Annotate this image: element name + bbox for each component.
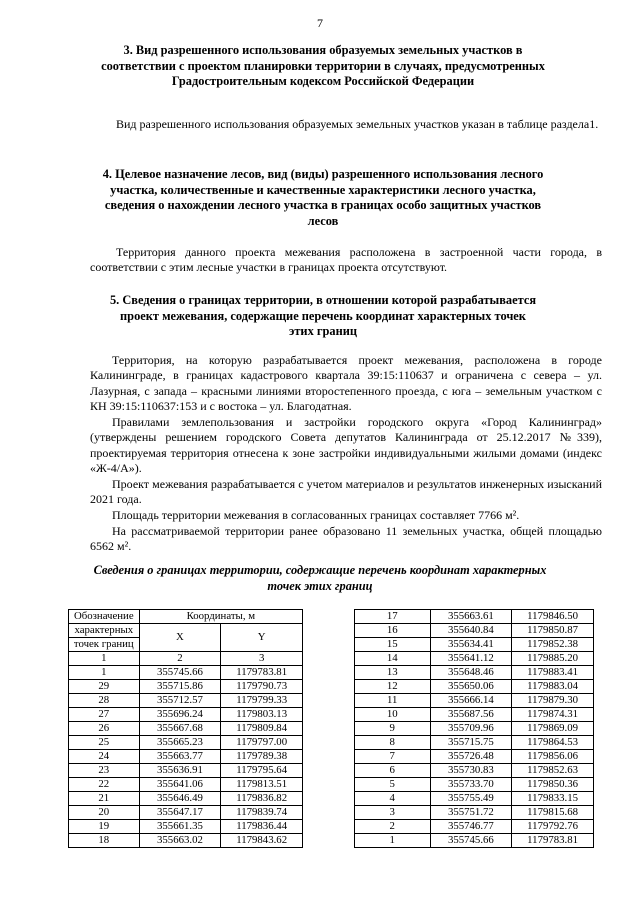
table-row xyxy=(69,680,303,694)
point-number: 8 xyxy=(355,736,431,750)
coord-y: 1179789.38 xyxy=(221,750,303,764)
coord-x: 355730.83 xyxy=(430,764,512,778)
header-x: X xyxy=(139,624,221,652)
table-row xyxy=(355,652,594,666)
point-number: 18 xyxy=(69,834,140,848)
coord-y: 1179850.87 xyxy=(512,624,594,638)
point-number: 14 xyxy=(355,652,431,666)
table-row xyxy=(69,708,303,722)
header-coordinates: Координаты, м xyxy=(139,610,302,624)
coord-y: 1179803.13 xyxy=(221,708,303,722)
coord-x: 355648.46 xyxy=(430,666,512,680)
coord-y: 1179836.44 xyxy=(221,820,303,834)
coord-x: 355733.70 xyxy=(430,778,512,792)
coord-x: 355663.02 xyxy=(139,834,221,848)
coord-y: 1179852.63 xyxy=(512,764,594,778)
section5-paragraph-2: Правилами землепользования и застройки городского округа «Город Калининград» (утверждены решением городского Совета депутатов Калининграда от 25.12.2017 №339), проектируемая территория отнесена к зоне застройки индивидуальными жилыми домами (индекс «Ж-4/А»). xyxy=(90,415,602,476)
point-number: 2 xyxy=(355,820,431,834)
coord-x: 355641.12 xyxy=(430,652,512,666)
coord-x: 355755.49 xyxy=(430,792,512,806)
table-row xyxy=(355,806,594,820)
coord-x: 355712.57 xyxy=(139,694,221,708)
column-number-2: 2 xyxy=(139,652,221,666)
section3-heading: 3. Вид разрешенного использования образуемых земельных участков в соответствии с проектом планировки территории в случаях, предусмотренных Градостроительным кодексом Российской Федерации xyxy=(101,43,545,88)
coord-y: 1179864.53 xyxy=(512,736,594,750)
coord-x: 355636.91 xyxy=(139,764,221,778)
point-number: 24 xyxy=(69,750,140,764)
coord-x: 355650.06 xyxy=(430,680,512,694)
table-row xyxy=(69,806,303,820)
section3-text: Вид разрешенного использования образуемых земельных участков указан в таблице раздела1. xyxy=(116,117,599,131)
coord-x: 355751.72 xyxy=(430,806,512,820)
table-row xyxy=(355,694,594,708)
coord-x: 355663.61 xyxy=(430,610,512,624)
section5-paragraph-3: Проект межевания разрабатывается с учетом материалов и результатов инженерных изысканий 2021 года. xyxy=(90,477,602,507)
point-number: 3 xyxy=(355,806,431,820)
coord-y: 1179790.73 xyxy=(221,680,303,694)
point-number: 28 xyxy=(69,694,140,708)
point-number: 11 xyxy=(355,694,431,708)
point-number: 22 xyxy=(69,778,140,792)
point-number: 29 xyxy=(69,680,140,694)
coord-x: 355696.24 xyxy=(139,708,221,722)
coord-y: 1179885.20 xyxy=(512,652,594,666)
table-row xyxy=(69,792,303,806)
point-number: 4 xyxy=(355,792,431,806)
coord-y: 1179783.81 xyxy=(512,834,594,848)
table-row xyxy=(355,834,594,848)
point-number: 16 xyxy=(355,624,431,638)
coord-y: 1179813.51 xyxy=(221,778,303,792)
table-row xyxy=(69,764,303,778)
table-row xyxy=(69,750,303,764)
section4-heading: 4. Целевое назначение лесов, вид (виды) разрешенного использования лесного участка, количественные и качественные характеристики лесного участка, сведения о нахождении лесного участка в границах особо защитных участков лесов xyxy=(102,167,544,228)
coord-x: 355687.56 xyxy=(430,708,512,722)
coord-y: 1179836.82 xyxy=(221,792,303,806)
coord-x: 355746.77 xyxy=(430,820,512,834)
table-row xyxy=(355,736,594,750)
coord-y: 1179795.64 xyxy=(221,764,303,778)
coord-y: 1179846.50 xyxy=(512,610,594,624)
coord-x: 355663.77 xyxy=(139,750,221,764)
point-number: 26 xyxy=(69,722,140,736)
coord-y: 1179815.68 xyxy=(512,806,594,820)
coord-y: 1179843.62 xyxy=(221,834,303,848)
point-number: 21 xyxy=(69,792,140,806)
column-number-3: 3 xyxy=(221,652,303,666)
coord-x: 355634.41 xyxy=(430,638,512,652)
coord-x: 355666.14 xyxy=(430,694,512,708)
coord-y: 1179883.41 xyxy=(512,666,594,680)
coord-x: 355641.06 xyxy=(139,778,221,792)
table-row xyxy=(69,778,303,792)
column-number-1: 1 xyxy=(69,652,140,666)
point-number: 15 xyxy=(355,638,431,652)
coord-x: 355715.86 xyxy=(139,680,221,694)
coord-x: 355646.49 xyxy=(139,792,221,806)
coord-y: 1179883.04 xyxy=(512,680,594,694)
header-y: Y xyxy=(221,624,303,652)
coord-x: 355745.66 xyxy=(139,666,221,680)
table-row xyxy=(355,708,594,722)
coord-y: 1179799.33 xyxy=(221,694,303,708)
coord-x: 355640.84 xyxy=(430,624,512,638)
table-row xyxy=(69,694,303,708)
table-row xyxy=(355,680,594,694)
point-number: 25 xyxy=(69,736,140,750)
table-row xyxy=(355,792,594,806)
header-designation-3: точек границ xyxy=(69,638,140,652)
coord-x: 355709.96 xyxy=(430,722,512,736)
table-row xyxy=(355,638,594,652)
point-number: 9 xyxy=(355,722,431,736)
table-row xyxy=(69,834,303,848)
point-number: 6 xyxy=(355,764,431,778)
table-row xyxy=(355,666,594,680)
point-number: 7 xyxy=(355,750,431,764)
coord-y: 1179852.38 xyxy=(512,638,594,652)
coordinates-table-right xyxy=(354,609,594,848)
coord-x: 355665.23 xyxy=(139,736,221,750)
point-number: 19 xyxy=(69,820,140,834)
coord-y: 1179783.81 xyxy=(221,666,303,680)
table-row xyxy=(355,610,594,624)
table-row xyxy=(355,764,594,778)
coord-x: 355715.75 xyxy=(430,736,512,750)
coord-y: 1179792.76 xyxy=(512,820,594,834)
table-row xyxy=(69,722,303,736)
section5-heading: 5. Сведения о границах территории, в отношении которой разрабатывается проект межевания, содержащие перечень координат характерных точек этих границ xyxy=(109,293,537,338)
header-designation-2: характерных xyxy=(69,624,140,638)
section5-paragraph-5: На рассматриваемой территории ранее образовано 11 земельных участка, общей площадью 6562 м². xyxy=(90,524,602,554)
table-row xyxy=(355,722,594,736)
point-number: 20 xyxy=(69,806,140,820)
point-number: 1 xyxy=(69,666,140,680)
coord-x: 355726.48 xyxy=(430,750,512,764)
table-caption: Сведения о границах территории, содержащие перечень координат характерных точек этих границ xyxy=(93,563,547,593)
table-row xyxy=(69,820,303,834)
section5-paragraph-4: Площадь территории межевания в согласованных границах составляет 7766 м². xyxy=(112,508,520,522)
header-designation-1: Обозначение xyxy=(69,610,140,624)
table-row xyxy=(69,736,303,750)
coord-y: 1179879.30 xyxy=(512,694,594,708)
section5-paragraph-1: Территория, на которую разрабатывается проект межевания, расположена в городе Калининграде, в границах кадастрового квартала 39:15:110637 и ограничена с севера – ул. Лазурная, с запада – красными линиями второстепенного проезда, с юга – земельным участком с КН 39:15:110637:153 и с востока – ул. Благодатная. xyxy=(90,353,602,414)
coord-y: 1179833.15 xyxy=(512,792,594,806)
page-number: 7 xyxy=(317,16,323,30)
table-row xyxy=(355,750,594,764)
table-row xyxy=(355,624,594,638)
point-number: 17 xyxy=(355,610,431,624)
coord-x: 355647.17 xyxy=(139,806,221,820)
section4-text: Территория данного проекта межевания расположена в застроенной части города, в соответствии с этим лесные участки в границах проекта отсутствуют. xyxy=(90,245,602,275)
point-number: 23 xyxy=(69,764,140,778)
coord-y: 1179869.09 xyxy=(512,722,594,736)
point-number: 13 xyxy=(355,666,431,680)
table-row xyxy=(355,778,594,792)
coord-y: 1179797.00 xyxy=(221,736,303,750)
point-number: 27 xyxy=(69,708,140,722)
coord-x: 355745.66 xyxy=(430,834,512,848)
coord-y: 1179874.31 xyxy=(512,708,594,722)
point-number: 12 xyxy=(355,680,431,694)
point-number: 10 xyxy=(355,708,431,722)
coordinates-table-left xyxy=(68,609,303,848)
coord-y: 1179839.74 xyxy=(221,806,303,820)
table-row xyxy=(69,666,303,680)
point-number: 5 xyxy=(355,778,431,792)
coord-x: 355661.35 xyxy=(139,820,221,834)
point-number: 1 xyxy=(355,834,431,848)
coord-y: 1179850.36 xyxy=(512,778,594,792)
coord-y: 1179809.84 xyxy=(221,722,303,736)
coord-y: 1179856.06 xyxy=(512,750,594,764)
table-row xyxy=(355,820,594,834)
coord-x: 355667.68 xyxy=(139,722,221,736)
